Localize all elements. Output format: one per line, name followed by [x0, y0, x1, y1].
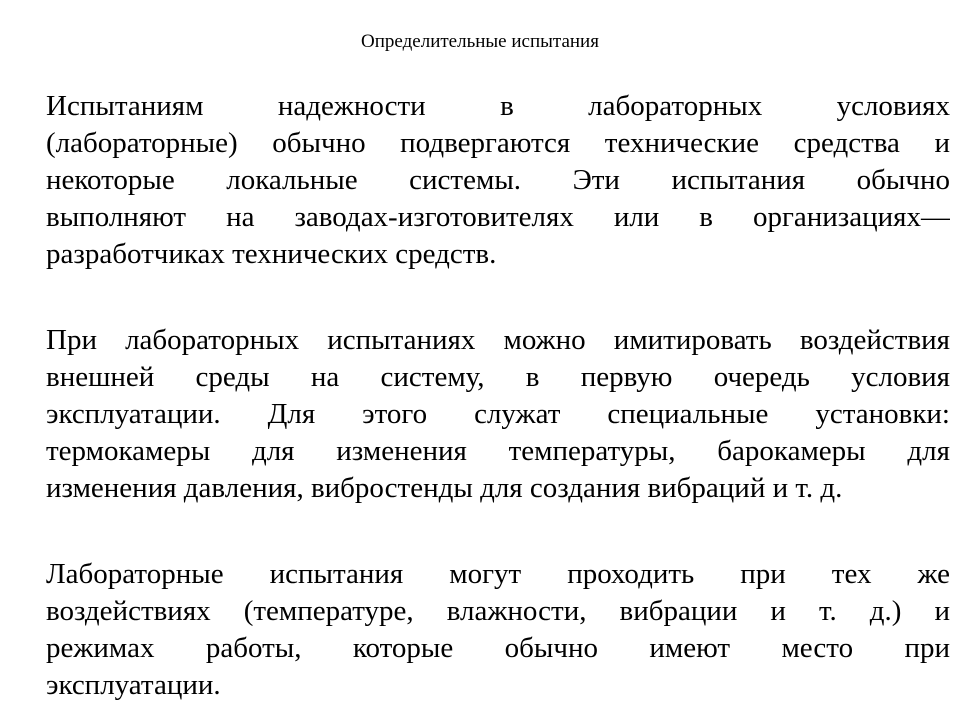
paragraph-line: (лабораторные) обычно подвергаются технические средства и	[46, 127, 950, 159]
paragraph-line: При лабораторных испытаниях можно имитировать воздействия	[46, 324, 950, 356]
paragraph-line: Испытаниям надежности в лабораторных условиях	[46, 90, 950, 122]
paragraph-environment-simulation	[46, 322, 950, 507]
paragraph-line: внешней среды на систему, в первую очередь условия	[46, 361, 950, 393]
slide-title: Определительные испытания	[361, 31, 599, 52]
paragraph-line: эксплуатации.	[46, 669, 221, 701]
paragraph-lab-testing-intro	[46, 88, 950, 273]
paragraph-line: некоторые локальные системы. Эти испытания обычно	[46, 164, 950, 196]
paragraph-line: термокамеры для изменения температуры, барокамеры для	[46, 435, 950, 467]
paragraph-line: режимах работы, которые обычно имеют место при	[46, 632, 950, 664]
paragraph-line: разработчиках технических средств.	[46, 238, 497, 270]
paragraph-line: выполняют на заводах-изготовителях или в организациях—	[46, 201, 950, 233]
paragraph-line: эксплуатации. Для этого служат специальные установки:	[46, 398, 950, 430]
paragraph-line: изменения давления, вибростенды для создания вибраций и т. д.	[46, 472, 843, 504]
paragraph-line: Лабораторные испытания могут проходить при тех же	[46, 558, 950, 590]
paragraph-operating-conditions	[46, 556, 950, 704]
paragraph-line: воздействиях (температуре, влажности, вибрации и т. д.) и	[46, 595, 950, 627]
